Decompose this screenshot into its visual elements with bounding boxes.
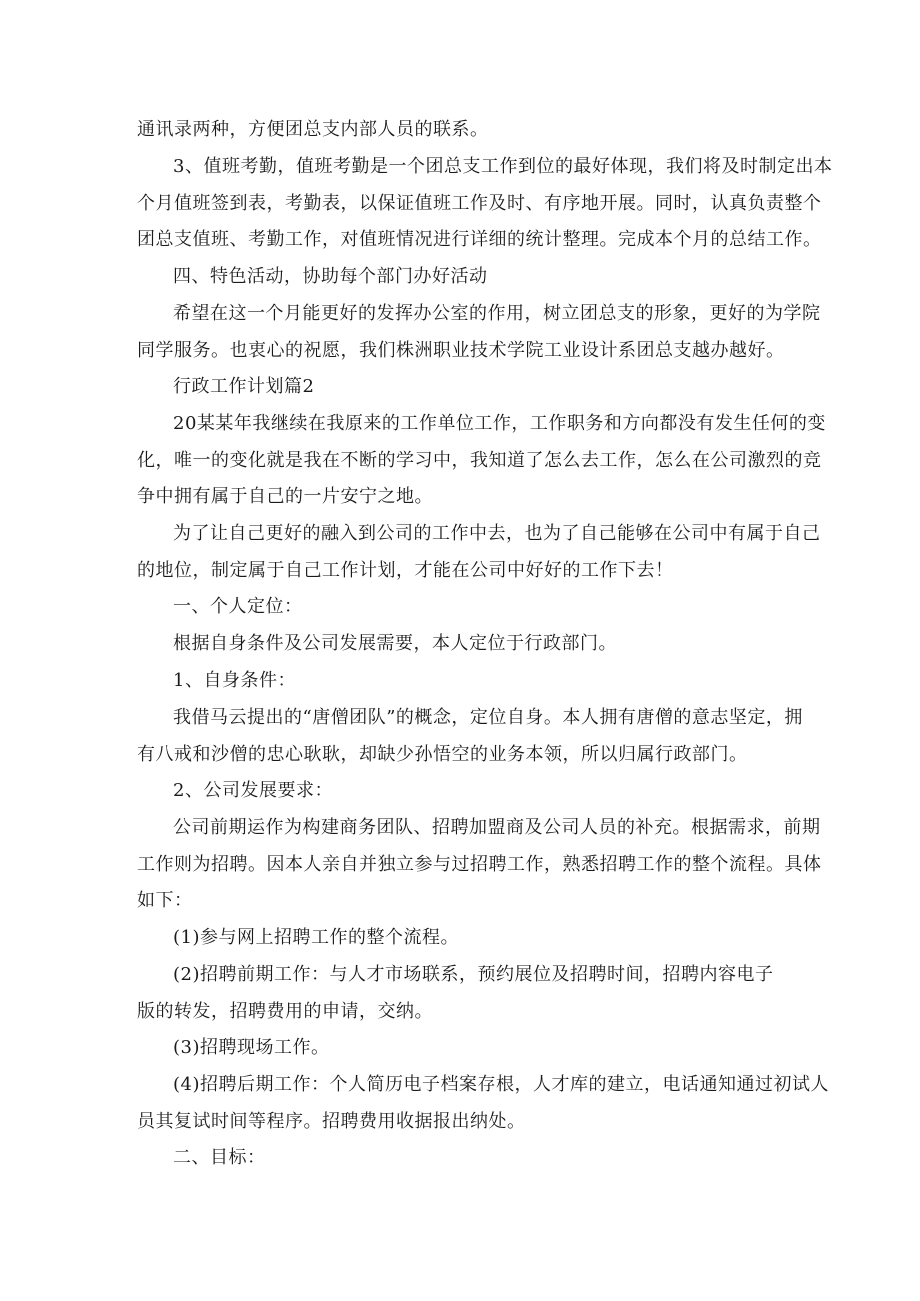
text-line: 同学服务。也衷心的祝愿，我们株洲职业技术学院工业设计系团总支越办越好。 xyxy=(137,339,785,361)
text-line: 有八戒和沙僧的忠心耿耿，却缺少孙悟空的业务本领，所以归属行政部门。 xyxy=(137,743,748,765)
text-line: 为了让自己更好的融入到公司的工作中去，也为了自己能够在公司中有属于自己 xyxy=(173,523,821,544)
text-line: 化，唯一的变化就是我在不断的学习中，我知道了怎么去工作，怎么在公司激烈的竞 xyxy=(137,449,822,471)
text-line: 团总支值班、考勤工作，对值班情况进行详细的统计整理。完成本个月的总结工作。 xyxy=(137,229,822,250)
paragraph-duty-attendance xyxy=(137,149,833,259)
paragraph-contact-list xyxy=(137,112,787,149)
text-line: (3)招聘现场工作。 xyxy=(173,1037,330,1058)
text-line: 行政工作计划篇2 xyxy=(173,376,315,397)
text-line: 通讯录两种，方便团总支内部人员的联系。 xyxy=(137,119,489,140)
paragraph-early-operation xyxy=(137,810,822,920)
text-line: 版的转发，招聘费用的申请，交纳。 xyxy=(137,1000,433,1022)
text-line: (4)招聘后期工作：个人简历电子档案存根，人才库的建立，电话通知通过初试人 xyxy=(173,1074,829,1095)
heading-company-requirements xyxy=(137,773,787,810)
heading-self-conditions xyxy=(137,663,787,700)
list-item-online-recruitment xyxy=(137,920,787,957)
text-line: 工作则为招聘。因本人亲自并独立参与过招聘工作，熟悉招聘工作的整个流程。具体 xyxy=(137,853,822,875)
text-line: 3、值班考勤，值班考勤是一个团总支工作到位的最好体现，我们将及时制定出本 xyxy=(173,156,833,177)
text-line: 希望在这一个月能更好的发挥办公室的作用，树立团总支的形象，更好的为学院 xyxy=(173,303,821,324)
list-item-post-recruitment xyxy=(137,1067,829,1140)
text-line: 一、个人定位： xyxy=(173,596,303,617)
text-line: 2、公司发展要求： xyxy=(173,780,333,801)
text-line: 我借马云提出的“唐僧团队”的概念，定位自身。本人拥有唐僧的意志坚定，拥 xyxy=(173,707,803,728)
paragraph-tang-seng-team xyxy=(137,700,803,773)
text-line: 如下： xyxy=(137,890,193,911)
list-item-onsite-recruitment xyxy=(137,1030,787,1067)
section-title-plan-2 xyxy=(137,369,787,406)
text-line: 四、特色活动，协助每个部门办好活动 xyxy=(173,266,488,287)
text-line: 根据自身条件及公司发展需要，本人定位于行政部门。 xyxy=(173,633,617,654)
text-line: (2)招聘前期工作：与人才市场联系，预约展位及招聘时间，招聘内容电子 xyxy=(173,964,774,985)
text-line: (1)参与网上招聘工作的整个流程。 xyxy=(173,927,459,948)
heading-personal-positioning xyxy=(137,589,787,626)
text-line: 20某某年我继续在我原来的工作单位工作，工作职务和方向都没有发生任何的变 xyxy=(173,413,826,434)
paragraph-work-unit xyxy=(137,406,826,516)
heading-special-activities xyxy=(137,259,787,296)
paragraph-hope xyxy=(137,296,821,369)
text-line: 1、自身条件： xyxy=(173,670,296,691)
text-line: 的地位，制定属于自己工作计划，才能在公司中好好的工作下去！ xyxy=(137,559,674,581)
heading-goals xyxy=(137,1140,787,1177)
paragraph-integrate xyxy=(137,516,821,589)
text-line: 员其复试时间等程序。招聘费用收据报出纳处。 xyxy=(137,1110,526,1132)
text-line: 争中拥有属于自己的一片安宁之地。 xyxy=(137,486,433,507)
list-item-pre-recruitment xyxy=(137,957,787,1030)
paragraph-positioning-admin xyxy=(137,626,787,663)
text-line: 二、目标： xyxy=(173,1147,266,1168)
text-line: 个月值班签到表，考勤表，以保证值班工作及时、有序地开展。同时，认真负责整个 xyxy=(137,192,822,214)
text-line: 公司前期运作为构建商务团队、招聘加盟商及公司人员的补充。根据需求，前期 xyxy=(173,817,821,838)
